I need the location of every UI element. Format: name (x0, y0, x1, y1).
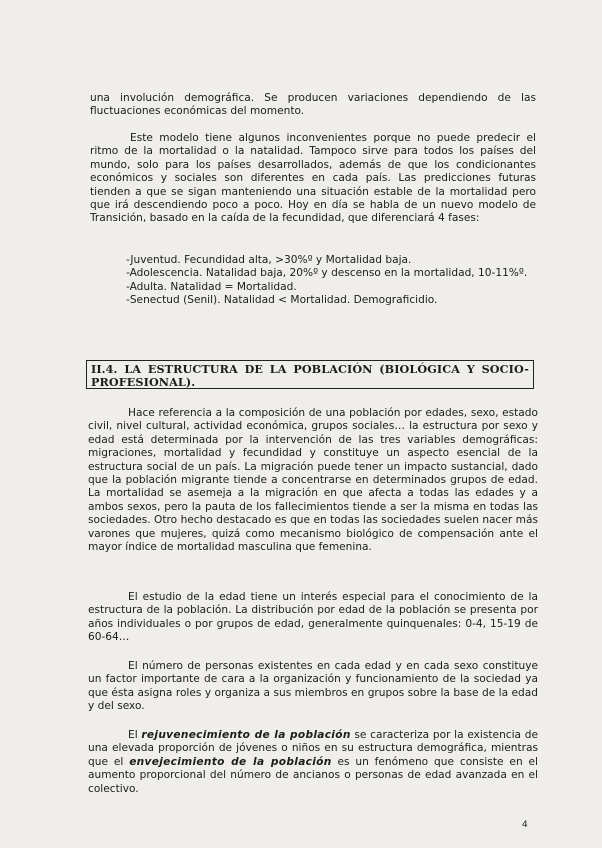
text-run: El (128, 729, 142, 741)
paragraph-sex-age-groups: El número de personas existentes en cada edad y en cada sexo constituye un factor importante de cara a la organización y funcionamiento de la sociedad ya que ésta asigna roles y organiza a sus miembros en grupos sobre la base de la edad y del sexo. (88, 660, 538, 713)
phase-item: -Adolescencia. Natalidad baja, 20%º y descenso en la mortalidad, 10-11%º. (126, 267, 528, 280)
paragraph-model-drawbacks: Este modelo tiene algunos inconvenientes porque no puede predecir el ritmo de la mortalidad o la natalidad. Tampoco sirve para todos los países del mundo, solo para los países desarrollados, además de que los condicionantes económicos y sociales son diferentes en cada país. Las predicciones futuras tienden a que se sigan manteniendo una situación estable de la mortalidad pero que irá descendiendo poco a poco. Hoy en día se habla de un nuevo modelo de Transición, basado en la caída de la fecundidad, que diferenciará 4 fases: (90, 132, 536, 225)
emphasis-rejuvenation: rejuvenecimiento de la población (141, 729, 351, 741)
phase-item: -Juventud. Fecundidad alta, >30%º y Mortalidad baja. (126, 254, 412, 266)
paragraph-population-structure: Hace referencia a la composición de una población por edades, sexo, estado civil, nivel cultural, actividad económica, grupos sociales… la estructura por sexo y edad está determinada por la intervención de las tres variables demográficas: migraciones, mortalidad y fecundidad y constituye un aspecto esencial de la estructura social de un país. La migración puede tener un impacto sustancial, dado que la población migrante tiende a concentrarse en determinados grupos de edad. La mortalidad se asemeja a la migración en que afecta a todas las edades y a ambos sexos, pero la pauta de los fallecimientos tiende a ser la misma en todas las sociedades. Otro hecho destacado es que en todas las sociedades suelen nacer más varones que mujeres, quizá como mecanismo biológico de compensación ante el mayor índice de mortalidad masculina que femenina. (88, 407, 538, 554)
text-run: es un fenómeno que consiste en el aumento proporcional del número de ancianos o personas de edad avanzada en el colectivo. (88, 755, 538, 795)
paragraph-continuation: una involución demográfica. Se producen variaciones dependiendo de las fluctuaciones económicas del momento. (90, 92, 536, 118)
phase-item: -Senectud (Senil). Natalidad < Mortalidad. Demograficidio. (126, 294, 438, 307)
text-run: se caracteriza por la existencia de una elevada proporción de jóvenes o niños en su estructura demográfica, mientras que el (88, 729, 539, 768)
paragraph-age-study: El estudio de la edad tiene un interés especial para el conocimiento de la estructura de la población. La distribución por edad de la población se presenta por años individuales o por grupos de edad, generalmente quinquenales: 0-4, 15-19 de 60-64… (88, 591, 538, 644)
page-number: 4 (522, 820, 528, 830)
section-heading: II.4. LA ESTRUCTURA DE LA POBLACIÓN (BIOLÓGICA Y SOCIO-PROFESIONAL). (86, 360, 534, 389)
phase-item: -Adulta. Natalidad = Mortalidad. (126, 280, 297, 293)
paragraph-rejuvenation-aging (88, 729, 538, 796)
emphasis-aging: envejecimiento de la población (129, 755, 332, 768)
phases-list (126, 254, 536, 308)
